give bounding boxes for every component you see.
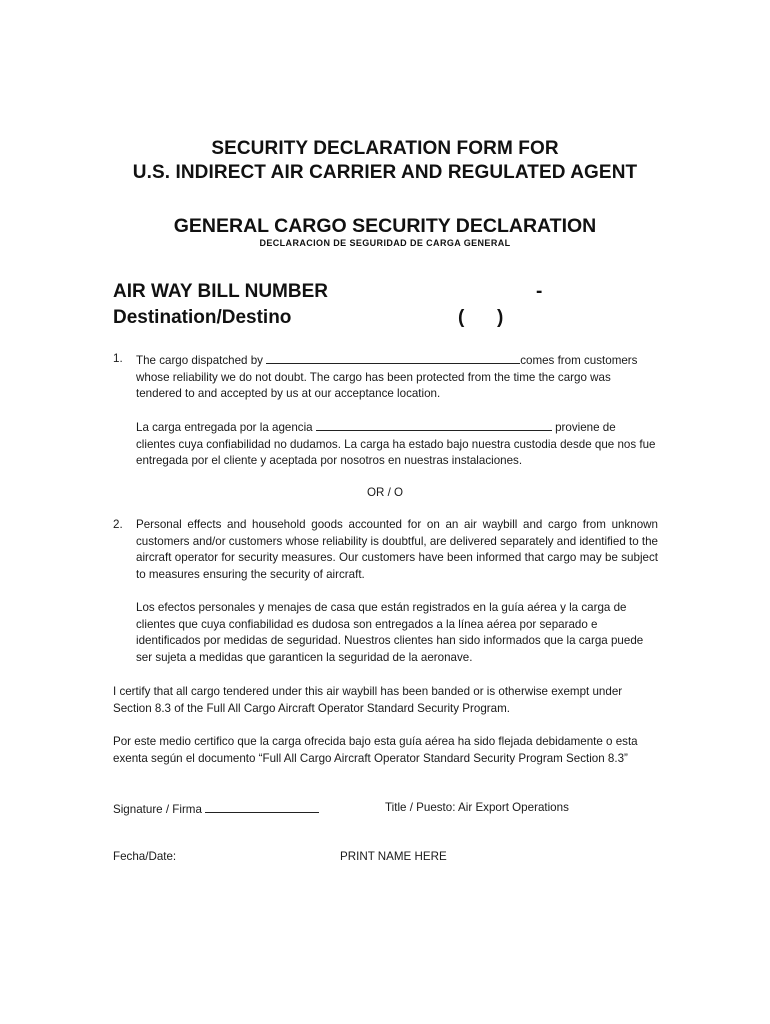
destination-paren-open: (: [458, 307, 465, 328]
form-title-line-2: U.S. INDIRECT AIR CARRIER AND REGULATED AGENT: [132, 162, 638, 183]
form-title-line-1: SECURITY DECLARATION FORM FOR: [211, 138, 559, 159]
item-number: 2.: [113, 518, 123, 531]
item-1-text-before: The cargo dispatched by: [136, 354, 263, 367]
title-label: Title / Puesto:: [385, 801, 456, 814]
item-2-text-es: Los efectos personales y menajes de casa que están registrados en la guía aérea y la carga de clientes que cuya confiabilidad es dudosa son entregados a la línea aérea por separado e identificados por medidas de seguridad. Nuestros clientes han sido informados que la carga puede ser sujeta a medidas que garanticen la seguridad de la aeronave.: [136, 601, 644, 664]
declaration-heading: GENERAL CARGO SECURITY DECLARATION: [173, 215, 597, 237]
signature-field[interactable]: [205, 800, 319, 813]
item-2-text-en: Personal effects and household goods accounted for on an air waybill and cargo from unknown customers and/or customers whose reliability is doubtful, are delivered separately and identified to the aircraft operator for security measures. Our customers have been informed that cargo may be subject to measures ensuring the security of aircraft.: [136, 518, 658, 581]
title-value[interactable]: Air Export Operations: [458, 801, 569, 814]
certification-text-en: I certify that all cargo tendered under this air waybill has been banded or is otherwise exempt under Section 8.3 of the Full All Cargo Aircraft Operator Standard Security Program.: [113, 685, 623, 715]
declaration-item-2: [113, 517, 658, 583]
declaration-item-1: [113, 351, 658, 403]
item-1-text-after: comes from customers whose reliability we do not doubt. The cargo has been protected from the time the cargo was tendered to and accepted by us at our acceptance location.: [136, 354, 638, 401]
item-1-es-before: La carga entregada por la agencia: [136, 421, 313, 434]
destination-paren-close: ): [497, 307, 504, 328]
item-number: 1.: [113, 352, 123, 365]
awb-number-dash: -: [536, 281, 543, 302]
item-1-text-en: [136, 351, 658, 403]
signature-label: Signature / Firma: [113, 803, 202, 816]
certification-text-es: Por este medio certifico que la carga ofrecida bajo esta guía aérea ha sido flejada debidamente o esta exenta según el documento “Full All Cargo Aircraft Operator Standard Security Program Section 8.3”: [113, 735, 638, 765]
date-label: Fecha/Date:: [113, 850, 177, 863]
declaration-subheading: DECLARACION DE SEGURIDAD DE CARGA GENERAL: [259, 238, 511, 248]
awb-number-label: AIR WAY BILL NUMBER: [113, 281, 329, 302]
signature-row: [113, 800, 319, 819]
or-separator: OR / O: [366, 486, 404, 499]
print-name-field[interactable]: PRINT NAME HERE: [340, 850, 447, 863]
item-1-text-es: [136, 418, 656, 470]
title-row: [385, 800, 569, 817]
agencia-name-blank[interactable]: [316, 418, 552, 431]
agency-name-blank[interactable]: [266, 351, 520, 364]
item-1-es-after: proviene de clientes cuya confiabilidad no dudamos. La carga ha estado bajo nuestra custodia desde que nos fue entregada por el cliente y aceptada por nosotros en nuestras instalaciones.: [136, 421, 656, 468]
destination-label: Destination/Destino: [113, 307, 292, 328]
